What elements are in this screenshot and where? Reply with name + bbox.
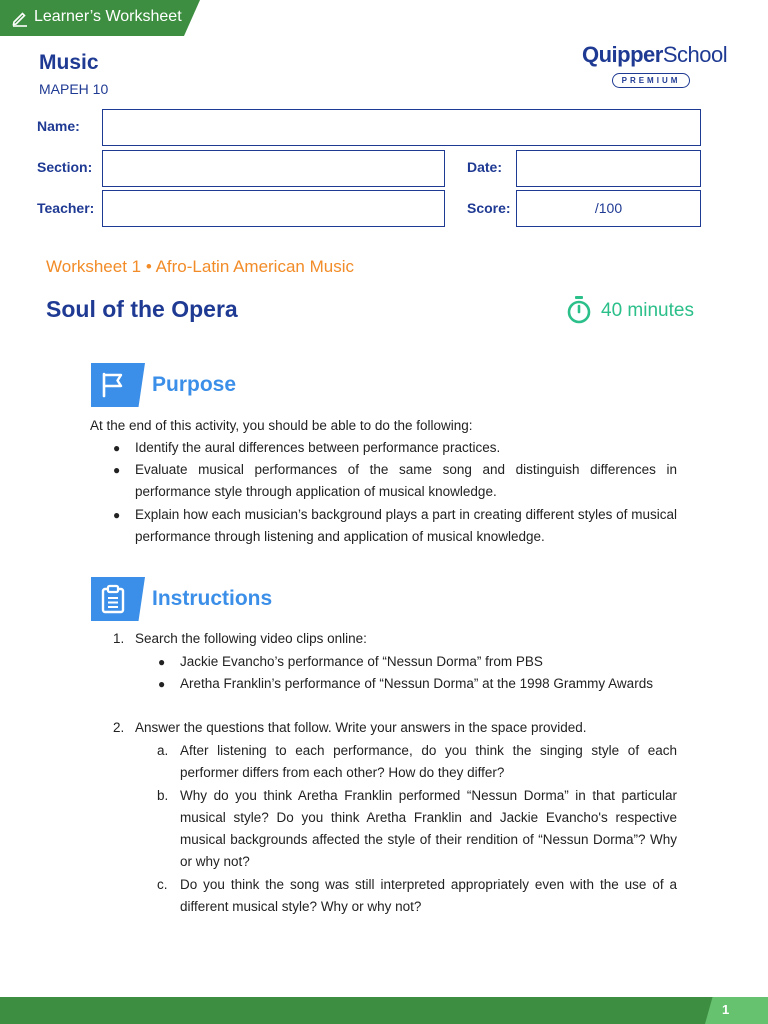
flag-icon: [99, 371, 127, 399]
bullet-icon: ●: [113, 508, 121, 522]
premium-badge: PREMIUM: [612, 73, 690, 88]
question-letter: b.: [157, 788, 169, 803]
stopwatch-icon: [566, 296, 592, 324]
teacher-label: Teacher:: [37, 200, 95, 216]
clip-item: Jackie Evancho’s performance of “Nessun Dorma” from PBS: [180, 654, 543, 669]
footer-bar: [0, 997, 768, 1024]
step-number: 1.: [113, 631, 125, 646]
brand-logo: [582, 42, 727, 68]
question-text: After listening to each performance, do you think the singing style of each performer differs from each other? How do they differ?: [180, 743, 677, 780]
grade-label: MAPEH 10: [39, 81, 109, 97]
brand-bold: Quipper: [582, 42, 663, 67]
name-label: Name:: [37, 118, 80, 134]
purpose-item: Explain how each musician’s background plays a part in creating different styles of musical performance through listening and application of musical knowledge.: [135, 507, 677, 544]
brand-light: School: [662, 42, 728, 67]
page-number: 1: [722, 1002, 730, 1017]
question-letter: a.: [157, 743, 169, 758]
score-label: Score:: [467, 200, 511, 216]
date-label: Date:: [467, 159, 503, 175]
question-text: Why do you think Aretha Franklin performed “Nessun Dorma” in that particular musical style? Do you think Aretha Franklin and Jackie Evancho's respective musical backgrounds affected the style of their rendition of “Nessun Dorma”? Why or why not?: [180, 788, 677, 869]
section-field[interactable]: [102, 150, 445, 187]
bullet-icon: ●: [113, 463, 121, 477]
question-text: Do you think the song was still interpreted appropriately even with the use of a different musical style? Why or why not?: [180, 877, 677, 914]
purpose-intro: At the end of this activity, you should be able to do the following:: [90, 418, 473, 433]
teacher-field[interactable]: [102, 190, 445, 227]
section-label: Section:: [37, 159, 93, 175]
activity-title: Soul of the Opera: [46, 296, 238, 322]
page-tab: [705, 997, 768, 1024]
step-text: Answer the questions that follow. Write your answers in the space provided.: [135, 720, 587, 735]
duration-label: 40 minutes: [601, 300, 694, 321]
name-field[interactable]: [102, 109, 701, 146]
bullet-icon: ●: [158, 677, 166, 691]
score-field[interactable]: /100: [516, 190, 701, 227]
bullet-icon: ●: [113, 441, 121, 455]
worksheet-title: Worksheet 1 • Afro-Latin American Music: [46, 257, 354, 276]
purpose-item: Identify the aural differences between performance practices.: [135, 440, 501, 455]
step-number: 2.: [113, 720, 125, 735]
clipboard-icon: [100, 584, 126, 614]
date-field[interactable]: [516, 150, 701, 187]
step-text: Search the following video clips online:: [135, 631, 367, 646]
tab-label: Learner’s Worksheet: [34, 8, 182, 25]
clip-item: Aretha Franklin’s performance of “Nessun Dorma” at the 1998 Grammy Awards: [180, 676, 653, 691]
bullet-icon: ●: [158, 655, 166, 669]
pencil-icon: [11, 9, 29, 27]
subject-title: Music: [39, 51, 99, 74]
instructions-heading: Instructions: [152, 587, 273, 610]
purpose-item: Evaluate musical performances of the same song and distinguish differences in performance style through application of musical knowledge.: [135, 462, 677, 499]
purpose-heading: Purpose: [152, 373, 237, 396]
question-letter: c.: [157, 877, 168, 892]
